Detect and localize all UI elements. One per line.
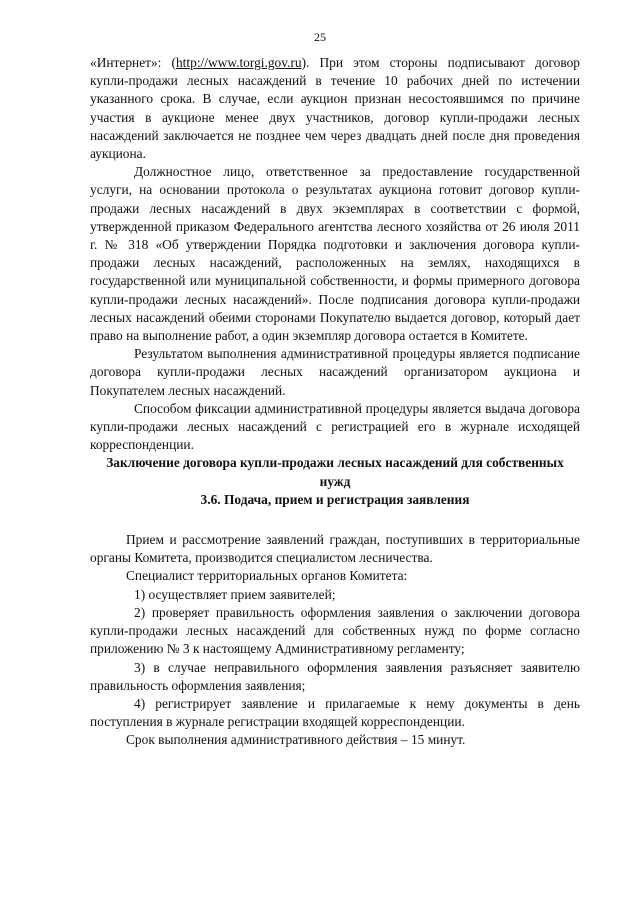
subsection-heading: 3.6. Подача, прием и регистрация заявления bbox=[200, 491, 470, 507]
list-item-3: 3) в случае неправильного оформления заявления разъясняет заявителю правильность оформления заявления; bbox=[90, 659, 580, 693]
document-body bbox=[90, 54, 580, 750]
list-item-1: 1) осуществляет прием заявителей; bbox=[134, 586, 336, 602]
section-lead: Специалист территориальных органов Комитета: bbox=[126, 568, 408, 584]
paragraph-3: Результатом выполнения административной процедуры является подписание договора купли-продажи лесных насаждений организатором аукциона и Покупателем лесных насаждений. bbox=[90, 346, 580, 398]
paragraph-4: Способом фиксации административной процедуры является выдача договора купли-продажи лесных насаждений с регистрацией его в журнале исходящей корреспонденции. bbox=[90, 400, 580, 453]
section-intro: Прием и рассмотрение заявлений граждан, поступивших в территориальные органы Комитета, производится специалистом лесничества. bbox=[90, 532, 580, 566]
paragraph-1-start: «Интернет»: ( bbox=[90, 55, 176, 70]
deadline-text: Срок выполнения административного действия – 15 минут. bbox=[126, 732, 466, 748]
list-item-2: 2) проверяет правильность оформления заявления о заключении договора купли-продажи лесных насаждений для собственных нужд по форме согласно приложению № 3 к настоящему Административному регламенту; bbox=[90, 604, 580, 657]
section-heading: Заключение договора купли-продажи лесных насаждений для собственных нужд bbox=[106, 455, 564, 489]
list-item-4: 4) регистрирует заявление и прилагаемые к нему документы в день поступления в журнале регистрации входящей корреспонденции. bbox=[90, 695, 580, 730]
paragraph-1-end: ). При этом стороны подписывают договор купли-продажи лесных насаждений в течение 10 рабочих дней по истечении указанного срока. В случае, если аукцион признан несостоявшимся по причине участия в аукционе менее двух участников, договор купли-продажи лесных насаждений заключается не позднее чем через двадцать дней после дня проведения аукциона. bbox=[90, 55, 581, 162]
page-number: 25 bbox=[314, 30, 326, 44]
torgi-link[interactable]: http://www.torgi.gov.ru bbox=[175, 55, 302, 70]
paragraph-2: Должностное лицо, ответственное за предоставление государственной услуги, на основании протокола о результатах аукциона готовит договор купли-продажи лесных насаждений в двух экземплярах в соответствии с формой, утвержденной приказом Федерального агентства лесного хозяйства от 26 июля 2011 г. № 318 «Об утверждении Порядка подготовки и заключения договора купли-продажи лесных насаждений, расположенных на землях, находящихся в государственной или муниципальной собственности, и формы примерного договора купли-продажи лесных насаждений». После подписания договора купли-продажи лесных насаждений обеими сторонами Покупателю выдается договор, который дает право на выполнение работ, а один экземпляр договора остается в Комитете. bbox=[90, 164, 580, 344]
paragraph-1 bbox=[90, 54, 580, 163]
